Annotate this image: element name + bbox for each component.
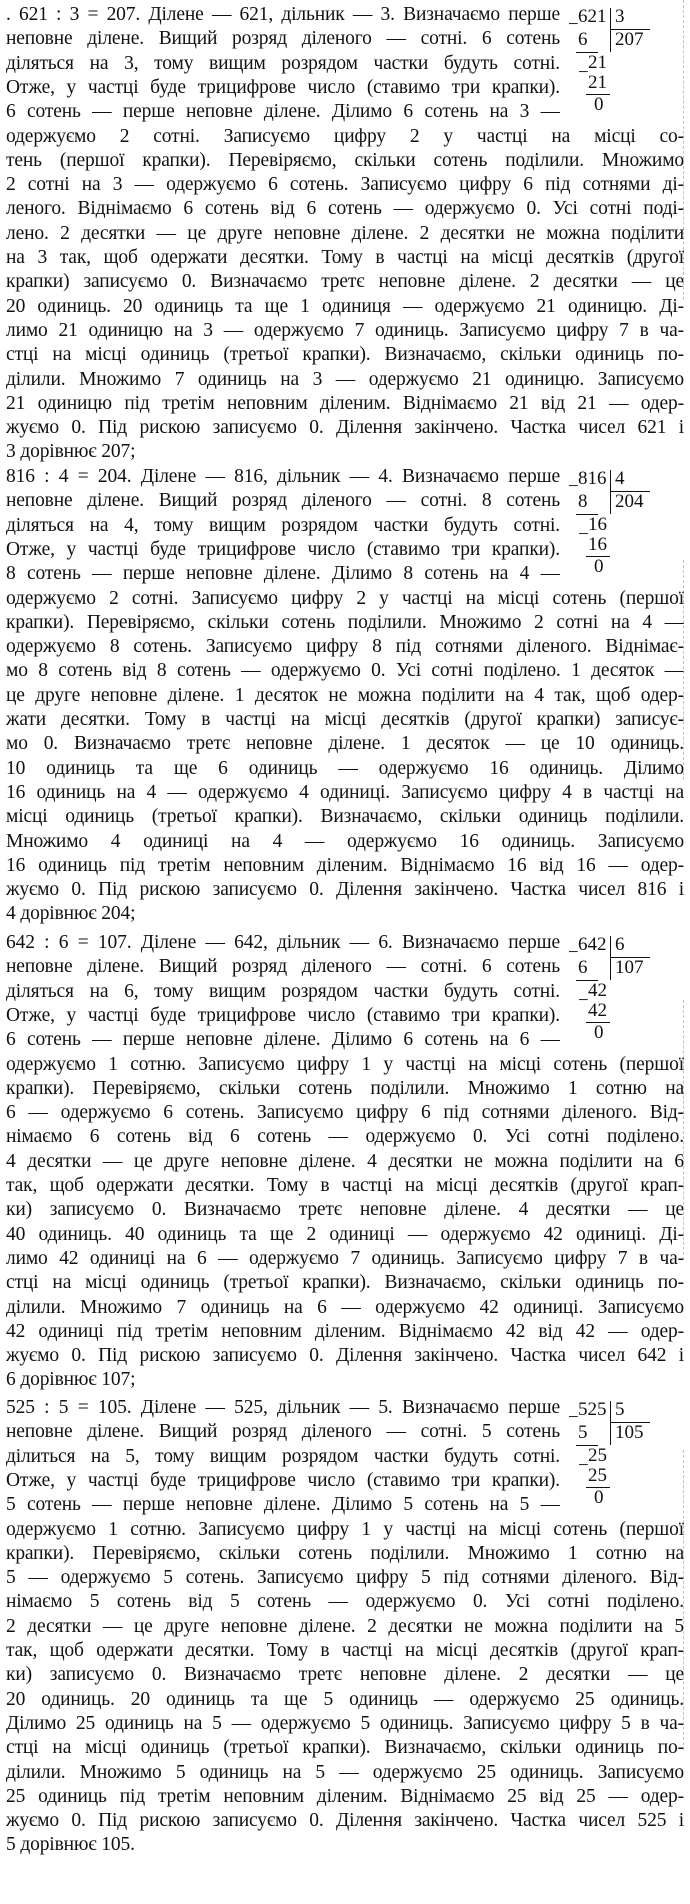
long-division [568, 6, 658, 116]
text-line: 8 сотень — перше неповне ділене. Ділимо 8 сотень на 4 — [6, 563, 560, 585]
solution-section [0, 928, 690, 1396]
text-line: 42 одиниці під третім неповним діленим. Віднімаємо 42 від 42 — одер- [6, 1320, 684, 1342]
text-line: 16 одиниць під третім неповним діленим. Віднімаємо 16 від 16 — одер- [6, 854, 684, 876]
text-line: ділили. Множимо 5 одиниць на 5 — одержуємо 25 одиниць. Записуємо [6, 1761, 684, 1783]
text-line: неповне ділене. Вищий розряд діленого — сотні. 6 сотень [6, 28, 560, 50]
remainder: 0 [594, 556, 604, 577]
dividend: 621 [578, 6, 607, 27]
text-line: ділили. Множимо 7 одиниць на 6 — одержуємо 42 одиниці. Записуємо [6, 1296, 684, 1318]
text-line: 6 сотень — перше неповне ділене. Ділимо 6 сотень на 3 — [6, 101, 560, 123]
text-line: жуємо 0. Під рискою записуємо 0. Ділення закінчено. Частка чисел 621 і [6, 417, 684, 439]
division-bracket [610, 1401, 611, 1445]
text-line: місці одиниць (третьої крапки). Визначаємо, скільки одиниць поділили. [6, 806, 684, 828]
text-line: Отже, у частці буде трицифрове число (ставимо три крапки). [6, 76, 560, 98]
text-line: . 621 : 3 = 207. Ділене — 621, дільник — 3. Визначаємо перше [6, 4, 560, 25]
partial-dividend: 16 [588, 514, 607, 535]
text-line: жуємо 0. Під рискою записуємо 0. Ділення закінчено. Частка чисел 525 і [6, 1810, 684, 1832]
text-line: Отже, у частці буде трицифрове число (ставимо три крапки). [6, 1004, 560, 1026]
text-line: це друге неповне ділене. 1 десяток не можна поділити на 4 так, щоб одер- [6, 684, 684, 706]
minus-sign: − [568, 1407, 579, 1428]
division-bracket [610, 936, 611, 980]
text-line: на 3 так, щоб одержати десятки. Тому в частці на місці десятків (другої [6, 247, 684, 268]
text-line: 6 — одержуємо 6 сотень. Записуємо цифру 6 під сотнями діленого. Від- [6, 1102, 684, 1124]
minus-sign: − [568, 476, 579, 497]
text-line: 4 десятки — це друге неповне ділене. 4 десятки не можна поділити на 6 [6, 1150, 684, 1172]
text-line: 642 : 6 = 107. Ділене — 642, дільник — 6. Визначаємо перше [6, 932, 560, 953]
partial-dividend: 42 [588, 980, 607, 1001]
text-line: одержуємо 2 сотні. Записуємо цифру 2 у частці на місці со- [6, 125, 684, 147]
subtrahend-2: 21 [588, 72, 607, 93]
text-line: 40 одиниць. 40 одиниць та ще 2 одиниці — одержуємо 42 одиниці. Ді- [6, 1223, 684, 1245]
text-line: 20 одиниць. 20 одиниць та ще 5 одиниць — одержуємо 25 одиниць. [6, 1688, 684, 1710]
text-line: 5 — одержуємо 5 сотень. Записуємо цифру 5 під сотнями діленого. Від- [6, 1567, 684, 1589]
long-division [568, 934, 658, 1044]
text-line: 21 одиницю під третім неповним діленим. Віднімаємо 21 від 21 — одер- [6, 392, 684, 414]
minus-sign: − [568, 942, 579, 963]
minus-sign: − [578, 62, 589, 83]
text-line: 16 одиниць на 4 — одержуємо 4 одиниці. Записуємо цифру 4 в частці на [6, 781, 684, 803]
divisor: 4 [615, 468, 625, 489]
scan-edge-mark [683, 0, 688, 300]
remainder: 0 [594, 1487, 604, 1508]
text-line: мо 0. Визначаємо третє неповне ділене. 1 десяток — це 10 одиниць. [6, 733, 684, 755]
text-line: так, щоб одержати десятки. Тому в частці на місці десятків (другої крап- [6, 1175, 684, 1196]
text-line: Множимо 4 одиниці на 4 — одержуємо 16 одиниць. Записуємо [6, 830, 684, 852]
subtrahend-2: 16 [588, 534, 607, 555]
text-line: діляться на 4, тому вищим розрядом частки будуть сотні. [6, 514, 560, 536]
divisor: 5 [615, 1399, 625, 1420]
text-line: крапки). Перевіряємо, скільки сотень поділили. Множимо 1 сотню на [6, 1077, 684, 1099]
scan-edge-mark [683, 560, 688, 780]
dividend: 525 [578, 1399, 607, 1420]
text-line: одержуємо 1 сотню. Записуємо цифру 1 у частці на місці сотень (першої [6, 1053, 684, 1075]
text-line: лимо 21 одиницю на 3 — одержуємо 7 одиниць. Записуємо цифру 7 в ча- [6, 319, 684, 341]
text-line: ки) записуємо 0. Визначаємо третє неповне ділене. 2 десятки — це [6, 1664, 684, 1686]
subtrahend-2: 42 [588, 1000, 607, 1021]
text-line: німаємо 5 сотень від 5 сотень — одержуємо 0. Усі сотні поділено. [6, 1591, 684, 1613]
text-line: 20 одиниць. 20 одиниць та ще 1 одиниця — одержуємо 21 одиницю. Ді- [6, 295, 684, 317]
subtrahend-1: 6 [578, 29, 588, 50]
text-line: діляться на 3, тому вищим розрядом частки будуть сотні. [6, 52, 560, 74]
minus-sign: − [578, 524, 589, 545]
text-line: німаємо 6 сотень від 6 сотень — одержуємо 0. Усі сотні поділено. [6, 1126, 684, 1148]
remainder: 0 [594, 94, 604, 115]
quotient: 105 [615, 1422, 644, 1443]
text-line: ділили. Множимо 7 одиниць на 3 — одержуємо 21 одиницю. Записуємо [6, 368, 684, 390]
text-line: 5 дорівнює 105. [6, 1834, 135, 1856]
minus-sign: − [568, 14, 579, 35]
text-line: неповне ділене. Вищий розряд діленого — сотні. 5 сотень [6, 1421, 560, 1443]
text-line: 4 дорівнює 204; [6, 903, 136, 925]
text-line: 2 десятки — це друге неповне ділене. 2 десятки не можна поділити на 5 [6, 1615, 684, 1637]
dividend: 816 [578, 468, 607, 489]
scan-edge-mark [683, 1000, 688, 1260]
subtrahend-1: 5 [578, 1422, 588, 1443]
division-bracket [610, 8, 611, 52]
text-line: так, щоб одержати десятки. Тому в частці на місці десятків (другої крап- [6, 1640, 684, 1661]
text-line: жуємо 0. Під рискою записуємо 0. Ділення закінчено. Частка чисел 816 і [6, 879, 684, 901]
text-line: крапки). Перевіряємо, скільки сотень поділили. Множимо 1 сотню на [6, 1542, 684, 1564]
text-line: стці на місці одиниць (третьої крапки). Визначаємо, скільки одиниць по- [6, 1272, 684, 1294]
subtrahend-2: 25 [588, 1465, 607, 1486]
text-line: одержуємо 1 сотню. Записуємо цифру 1 у частці на місці сотень (першої [6, 1518, 684, 1540]
text-line: одержуємо 2 сотні. Записуємо цифру 2 у частці на місці сотень (першої [6, 587, 684, 609]
text-line: жуємо 0. Під рискою записуємо 0. Ділення закінчено. Частка чисел 642 і [6, 1345, 684, 1367]
text-line: тень (першої крапки). Перевіряємо, скільки сотень поділили. Множимо [6, 149, 684, 171]
text-line: жати десятки. Тому в частці на місці десятків (другої крапки) записує- [6, 709, 684, 730]
long-division [568, 1399, 658, 1509]
text-line: стці на місці одиниць (третьої крапки). Визначаємо, скільки одиниць по- [6, 1737, 684, 1759]
division-bracket [610, 470, 611, 514]
text-line: неповне ділене. Вищий розряд діленого — сотні. 8 сотень [6, 490, 560, 512]
solution-section [0, 1393, 690, 1861]
partial-dividend: 21 [588, 52, 607, 73]
subtrahend-1: 8 [578, 491, 588, 512]
text-line: 5 сотень — перше неповне ділене. Ділимо 5 сотень на 5 — [6, 1494, 560, 1516]
scan-edge-mark [683, 1450, 688, 1750]
text-line: крапки) записуємо 0. Визначаємо третє неповне ділене. 2 десятки — це [6, 271, 684, 293]
minus-sign: − [578, 1455, 589, 1476]
long-division [568, 468, 658, 578]
text-line: Отже, у частці буде трицифрове число (ставимо три крапки). [6, 538, 560, 560]
text-line: леного. Віднімаємо 6 сотень від 6 сотень — одержуємо 0. Усі сотні поді- [6, 198, 684, 220]
dividend: 642 [578, 934, 607, 955]
text-line: 6 сотень — перше неповне ділене. Ділимо 6 сотень на 6 — [6, 1029, 560, 1051]
text-line: лено. 2 десятки — це друге неповне ділене. 2 десятки не можна поділити [6, 222, 684, 244]
text-line: Ділимо 25 одиниць на 5 — одержуємо 5 одиниць. Записуємо цифру 5 в ча- [6, 1712, 684, 1734]
quotient: 207 [615, 29, 644, 50]
subtrahend-1: 6 [578, 957, 588, 978]
text-line: 525 : 5 = 105. Ділене — 525, дільник — 5. Визначаємо перше [6, 1397, 560, 1418]
text-line: ки) записуємо 0. Визначаємо третє неповне ділене. 4 десятки — це [6, 1199, 684, 1221]
text-line: лимо 42 одиниці на 6 — одержуємо 7 одиниць. Записуємо цифру 7 в ча- [6, 1247, 684, 1269]
text-line: неповне ділене. Вищий розряд діленого — сотні. 6 сотень [6, 956, 560, 978]
text-line: крапки). Перевіряємо, скільки сотень поділили. Множимо 2 сотні на 4 — [6, 611, 684, 633]
text-line: 10 одиниць та ще 6 одиниць — одержуємо 16 одиниць. Ділимо [6, 757, 684, 779]
text-line: 6 дорівнює 107; [6, 1369, 136, 1391]
quotient: 107 [615, 957, 644, 978]
text-line: Отже, у частці буде трицифрове число (ставимо три крапки). [6, 1469, 560, 1491]
text-line: 2 сотні на 3 — одержуємо 6 сотень. Записуємо цифру 6 під сотнями ді- [6, 174, 684, 196]
partial-dividend: 25 [588, 1445, 607, 1466]
text-line: стці на місці одиниць (третьої крапки). Визначаємо, скільки одиниць по- [6, 344, 684, 366]
minus-sign: − [578, 990, 589, 1011]
text-line: мо 8 сотень від 8 сотень — одержуємо 0. Усі сотні поділено. 1 десяток — [6, 660, 684, 682]
text-line: діляться на 6, тому вищим розрядом частки будуть сотні. [6, 980, 560, 1002]
remainder: 0 [594, 1022, 604, 1043]
text-line: ділиться на 5, тому вищим розрядом частки будуть сотні. [6, 1445, 560, 1467]
text-line: 25 одиниць під третім неповним діленим. Віднімаємо 25 від 25 — одер- [6, 1785, 684, 1807]
solution-section [0, 0, 690, 468]
text-line: 3 дорівнює 207; [6, 441, 136, 463]
solution-section [0, 462, 690, 930]
quotient: 204 [615, 491, 644, 512]
divisor: 3 [615, 6, 625, 27]
divisor: 6 [615, 934, 625, 955]
text-line: одержуємо 8 сотень. Записуємо цифру 8 під сотнями діленого. Віднімає- [6, 636, 684, 658]
text-line: 816 : 4 = 204. Ділене — 816, дільник — 4. Визначаємо перше [6, 466, 560, 487]
